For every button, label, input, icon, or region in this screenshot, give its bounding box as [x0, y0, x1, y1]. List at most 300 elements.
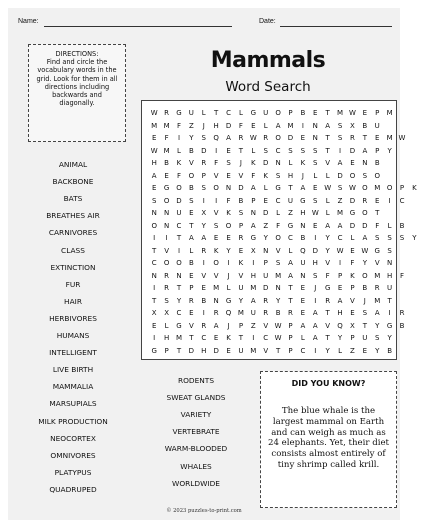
grid-letter[interactable]: S	[189, 196, 194, 205]
grid-letter[interactable]: I	[314, 234, 317, 242]
grid-letter[interactable]: V	[325, 159, 331, 167]
grid-letter[interactable]: U	[188, 109, 194, 117]
grid-letter[interactable]: A	[325, 121, 331, 130]
grid-letter[interactable]: E	[350, 309, 355, 317]
grid-letter[interactable]: B	[399, 321, 405, 330]
grid-letter[interactable]: V	[325, 259, 331, 267]
grid-letter[interactable]: S	[362, 309, 368, 317]
grid-letter[interactable]: A	[312, 309, 318, 317]
grid-letter[interactable]: K	[213, 246, 219, 255]
grid-letter[interactable]: H	[312, 259, 318, 267]
grid-letter[interactable]: T	[152, 246, 157, 255]
grid-letter[interactable]: A	[151, 171, 157, 180]
grid-letter[interactable]: Q	[225, 309, 232, 317]
grid-letter[interactable]: B	[300, 109, 306, 117]
grid-letter[interactable]: F	[164, 134, 169, 142]
grid-letter[interactable]: J	[239, 159, 242, 167]
grid-letter[interactable]: I	[301, 121, 304, 130]
grid-letter[interactable]: Y	[337, 334, 343, 342]
grid-letter[interactable]: V	[350, 296, 355, 305]
grid-letter[interactable]: P	[251, 196, 256, 205]
grid-letter[interactable]: F	[276, 221, 281, 230]
grid-letter[interactable]: Z	[188, 121, 194, 130]
grid-letter[interactable]: I	[153, 284, 156, 292]
grid-letter[interactable]: M	[337, 209, 344, 217]
grid-letter[interactable]: L	[338, 346, 342, 355]
grid-letter[interactable]: K	[263, 171, 268, 180]
grid-letter[interactable]: H	[213, 121, 219, 130]
grid-letter[interactable]: V	[213, 271, 219, 280]
grid-letter[interactable]: G	[275, 184, 281, 192]
grid-letter[interactable]: V	[188, 321, 194, 330]
grid-letter[interactable]: S	[300, 146, 306, 155]
grid-letter[interactable]: L	[325, 171, 330, 180]
grid-letter[interactable]: T	[325, 134, 330, 142]
grid-letter[interactable]: T	[325, 109, 330, 117]
grid-letter[interactable]: T	[325, 146, 330, 155]
grid-letter[interactable]: R	[213, 309, 219, 317]
grid-letter[interactable]: T	[288, 284, 293, 292]
grid-letter[interactable]: B	[201, 296, 207, 305]
grid-letter[interactable]: M	[287, 121, 294, 130]
grid-letter[interactable]: G	[250, 109, 257, 117]
grid-letter[interactable]: D	[263, 209, 269, 217]
grid-letter[interactable]: H	[151, 159, 157, 167]
grid-letter[interactable]: B	[399, 221, 405, 230]
grid-letter[interactable]: U	[362, 334, 368, 342]
grid-letter[interactable]: T	[362, 134, 367, 142]
grid-letter[interactable]: U	[300, 259, 306, 267]
grid-letter[interactable]: C	[226, 109, 231, 117]
grid-letter[interactable]: E	[300, 296, 306, 305]
grid-letter[interactable]: A	[337, 159, 343, 167]
grid-letter[interactable]: S	[337, 121, 343, 130]
grid-letter[interactable]: L	[226, 284, 231, 292]
grid-letter[interactable]: N	[163, 221, 170, 230]
grid-letter[interactable]: S	[263, 146, 268, 155]
grid-letter[interactable]: E	[350, 159, 355, 167]
grid-letter[interactable]: S	[201, 134, 206, 142]
grid-letter[interactable]: A	[312, 321, 318, 330]
grid-letter[interactable]: B	[362, 284, 368, 292]
grid-letter[interactable]: V	[213, 209, 219, 217]
grid-letter[interactable]: V	[275, 246, 281, 255]
grid-letter[interactable]: S	[375, 234, 380, 242]
grid-letter[interactable]: P	[263, 259, 268, 267]
grid-letter[interactable]: R	[325, 296, 331, 305]
grid-letter[interactable]: V	[374, 259, 380, 267]
grid-letter[interactable]: S	[238, 209, 244, 217]
grid-letter[interactable]: U	[263, 109, 269, 117]
grid-letter[interactable]: F	[176, 171, 181, 180]
grid-letter[interactable]: O	[275, 109, 281, 117]
grid-letter[interactable]: P	[189, 284, 194, 292]
grid-letter[interactable]: P	[288, 321, 293, 330]
grid-letter[interactable]: R	[238, 134, 244, 142]
grid-letter[interactable]: V	[263, 321, 269, 330]
grid-letter[interactable]: Z	[350, 346, 355, 355]
grid-letter[interactable]: N	[151, 209, 157, 217]
grid-letter[interactable]: W	[324, 184, 332, 192]
grid-letter[interactable]: M	[374, 296, 381, 305]
grid-letter[interactable]: N	[275, 284, 281, 292]
grid-letter[interactable]: L	[251, 146, 256, 155]
grid-letter[interactable]: I	[227, 259, 230, 267]
grid-letter[interactable]: O	[349, 171, 356, 180]
grid-letter[interactable]: R	[188, 296, 194, 305]
grid-letter[interactable]: L	[177, 146, 181, 155]
grid-letter[interactable]: P	[375, 109, 380, 117]
grid-letter[interactable]: Z	[250, 321, 256, 330]
grid-letter[interactable]: N	[250, 209, 256, 217]
grid-letter[interactable]: B	[387, 346, 393, 355]
grid-letter[interactable]: J	[301, 171, 304, 180]
grid-letter[interactable]: B	[362, 121, 368, 130]
grid-letter[interactable]: Y	[189, 134, 194, 142]
grid-letter[interactable]: Z	[337, 196, 343, 205]
grid-letter[interactable]: K	[226, 334, 231, 342]
grid-letter[interactable]: X	[151, 309, 157, 317]
grid-letter[interactable]: P	[201, 171, 206, 180]
grid-letter[interactable]: R	[201, 321, 207, 330]
grid-letter[interactable]: E	[189, 271, 194, 280]
grid-letter[interactable]: U	[176, 209, 182, 217]
grid-letter[interactable]: M	[337, 109, 344, 117]
grid-letter[interactable]: O	[275, 134, 281, 142]
grid-letter[interactable]: U	[250, 309, 256, 317]
grid-letter[interactable]: A	[288, 259, 293, 267]
grid-letter[interactable]: R	[399, 309, 405, 317]
grid-letter[interactable]: I	[215, 196, 218, 205]
grid-letter[interactable]: M	[386, 134, 393, 142]
grid-letter[interactable]: P	[350, 284, 355, 292]
grid-letter[interactable]: Y	[275, 296, 281, 305]
grid-letter[interactable]: Y	[238, 296, 244, 305]
grid-letter[interactable]: A	[288, 271, 293, 280]
grid-letter[interactable]: E	[300, 309, 306, 317]
grid-letter[interactable]: P	[288, 346, 293, 355]
grid-letter[interactable]: E	[151, 184, 157, 192]
grid-letter[interactable]: E	[226, 346, 231, 355]
grid-letter[interactable]: A	[362, 234, 368, 242]
grid-letter[interactable]: V	[263, 346, 269, 355]
grid-letter[interactable]: J	[227, 271, 230, 280]
grid-letter[interactable]: V	[238, 271, 244, 280]
grid-letter[interactable]: G	[287, 221, 294, 230]
grid-letter[interactable]: G	[225, 296, 232, 305]
grid-letter[interactable]: C	[275, 146, 281, 155]
grid-letter[interactable]: H	[337, 309, 343, 317]
grid-letter[interactable]: D	[176, 196, 182, 205]
grid-letter[interactable]: T	[238, 146, 244, 155]
grid-letter[interactable]: A	[300, 321, 306, 330]
grid-letter[interactable]: K	[251, 159, 256, 167]
grid-letter[interactable]: A	[188, 234, 194, 242]
grid-letter[interactable]: T	[288, 184, 293, 192]
grid-letter[interactable]: J	[202, 121, 205, 130]
grid-letter[interactable]: C	[201, 334, 207, 342]
grid-letter[interactable]: S	[151, 196, 157, 205]
grid-letter[interactable]: L	[325, 209, 330, 217]
grid-letter[interactable]: S	[226, 159, 231, 167]
grid-letter[interactable]: C	[337, 234, 343, 242]
grid-letter[interactable]: Q	[337, 321, 343, 330]
grid-letter[interactable]: O	[163, 196, 170, 205]
grid-letter[interactable]: L	[189, 246, 194, 255]
grid-letter[interactable]: W	[274, 321, 282, 330]
grid-letter[interactable]: H	[386, 271, 393, 280]
grid-letter[interactable]: B	[374, 159, 380, 167]
grid-letter[interactable]: S	[387, 234, 392, 242]
grid-letter[interactable]: L	[238, 109, 243, 117]
grid-letter[interactable]: T	[325, 334, 330, 342]
grid-letter[interactable]: E	[151, 134, 157, 142]
grid-letter[interactable]: D	[201, 146, 207, 155]
grid-letter[interactable]: K	[238, 259, 244, 267]
grid-letter[interactable]: W	[348, 109, 356, 117]
grid-letter[interactable]: F	[251, 171, 256, 180]
grid-letter[interactable]: F	[375, 221, 380, 230]
grid-letter[interactable]: B	[188, 146, 194, 155]
grid-letter[interactable]: W	[150, 146, 158, 155]
grid-letter[interactable]: K	[350, 271, 355, 280]
grid-letter[interactable]: S	[275, 171, 281, 180]
grid-letter[interactable]: Y	[412, 234, 417, 242]
grid-letter[interactable]: E	[226, 146, 231, 155]
grid-letter[interactable]: M	[151, 121, 158, 130]
grid-letter[interactable]: O	[213, 259, 219, 267]
grid-letter[interactable]: G	[176, 109, 182, 117]
grid-letter[interactable]: N	[163, 209, 170, 217]
grid-letter[interactable]: O	[176, 184, 182, 192]
grid-letter[interactable]: A	[337, 296, 343, 305]
grid-letter[interactable]: N	[386, 259, 393, 267]
grid-letter[interactable]: T	[176, 284, 182, 292]
grid-letter[interactable]: O	[362, 209, 368, 217]
grid-letter[interactable]: L	[325, 196, 330, 205]
grid-letter[interactable]: V	[188, 159, 194, 167]
grid-letter[interactable]: R	[164, 271, 170, 280]
grid-letter[interactable]: E	[189, 309, 194, 317]
grid-letter[interactable]: N	[300, 271, 306, 280]
grid-letter[interactable]: E	[362, 346, 368, 355]
grid-letter[interactable]: Y	[362, 259, 367, 267]
grid-letter[interactable]: I	[202, 309, 205, 317]
grid-letter[interactable]: S	[313, 146, 318, 155]
grid-letter[interactable]: S	[288, 146, 293, 155]
grid-letter[interactable]: Y	[325, 246, 330, 255]
grid-letter[interactable]: P	[337, 271, 343, 280]
grid-letter[interactable]: M	[250, 284, 257, 292]
grid-letter[interactable]: C	[176, 221, 182, 230]
grid-letter[interactable]: Y	[375, 321, 380, 330]
grid-letter[interactable]: D	[349, 221, 356, 230]
grid-letter[interactable]: E	[164, 171, 169, 180]
grid-letter[interactable]: C	[176, 309, 182, 317]
grid-letter[interactable]: O	[225, 221, 232, 230]
grid-letter[interactable]: W	[336, 246, 344, 255]
grid-letter[interactable]: K	[226, 209, 231, 217]
grid-letter[interactable]: L	[288, 159, 293, 167]
grid-letter[interactable]: Z	[288, 209, 293, 217]
grid-letter[interactable]: S	[399, 234, 405, 242]
grid-letter[interactable]: L	[201, 109, 206, 117]
grid-letter[interactable]: C	[151, 259, 157, 267]
grid-letter[interactable]: I	[388, 309, 391, 317]
grid-letter[interactable]: E	[213, 234, 219, 242]
grid-letter[interactable]: L	[387, 221, 392, 230]
grid-letter[interactable]: N	[275, 159, 281, 167]
grid-letter[interactable]: S	[313, 159, 318, 167]
grid-letter[interactable]: N	[362, 159, 368, 167]
grid-letter[interactable]: T	[275, 346, 281, 355]
grid-letter[interactable]: J	[314, 284, 317, 292]
grid-letter[interactable]: D	[349, 196, 356, 205]
grid-letter[interactable]: T	[176, 346, 182, 355]
grid-letter[interactable]: E	[313, 109, 318, 117]
grid-letter[interactable]: Q	[213, 134, 219, 142]
grid-letter[interactable]: N	[151, 271, 157, 280]
grid-letter[interactable]: N	[225, 184, 232, 192]
grid-letter[interactable]: O	[213, 184, 219, 192]
grid-letter[interactable]: L	[288, 246, 293, 255]
grid-letter[interactable]: T	[238, 334, 244, 342]
grid-letter[interactable]: L	[350, 234, 355, 242]
grid-letter[interactable]: R	[362, 196, 368, 205]
grid-letter[interactable]: W	[361, 246, 369, 255]
grid-letter[interactable]: F	[325, 271, 330, 280]
grid-letter[interactable]: E	[238, 246, 244, 255]
grid-letter[interactable]: B	[275, 309, 281, 317]
grid-letter[interactable]: Z	[263, 221, 269, 230]
grid-letter[interactable]: O	[176, 259, 182, 267]
grid-letter[interactable]: I	[339, 146, 342, 155]
grid-letter[interactable]: P	[375, 146, 380, 155]
grid-letter[interactable]: S	[337, 134, 343, 142]
grid-letter[interactable]: B	[238, 196, 244, 205]
grid-letter[interactable]: E	[189, 209, 194, 217]
grid-letter[interactable]: L	[313, 171, 318, 180]
grid-letter[interactable]: W	[348, 184, 356, 192]
grid-letter[interactable]: Y	[325, 234, 330, 242]
grid-letter[interactable]: T	[152, 296, 157, 305]
grid-letter[interactable]: G	[349, 209, 356, 217]
grid-letter[interactable]: X	[350, 321, 355, 330]
grid-letter[interactable]: M	[374, 184, 381, 192]
grid-letter[interactable]: E	[151, 321, 157, 330]
grid-letter[interactable]: E	[263, 196, 268, 205]
grid-letter[interactable]: F	[214, 159, 219, 167]
grid-letter[interactable]: N	[213, 296, 219, 305]
grid-letter[interactable]: D	[263, 159, 269, 167]
grid-letter[interactable]: D	[312, 246, 318, 255]
grid-letter[interactable]: N	[263, 246, 269, 255]
grid-letter[interactable]: W	[398, 134, 406, 142]
grid-letter[interactable]: E	[375, 134, 380, 142]
grid-letter[interactable]: D	[238, 184, 244, 192]
grid-letter[interactable]: A	[226, 134, 231, 142]
grid-letter[interactable]: G	[163, 184, 170, 192]
grid-letter[interactable]: O	[275, 234, 281, 242]
grid-letter[interactable]: T	[325, 309, 330, 317]
grid-letter[interactable]: V	[164, 246, 169, 255]
grid-letter[interactable]: S	[337, 184, 343, 192]
grid-letter[interactable]: L	[263, 184, 268, 192]
grid-letter[interactable]: R	[263, 134, 269, 142]
grid-letter[interactable]: P	[288, 109, 293, 117]
grid-letter[interactable]: F	[350, 259, 355, 267]
grid-letter[interactable]: I	[215, 146, 218, 155]
grid-letter[interactable]: W	[249, 134, 257, 142]
grid-letter[interactable]: W	[274, 334, 282, 342]
grid-letter[interactable]: B	[300, 234, 306, 242]
grid-letter[interactable]: N	[300, 221, 306, 230]
grid-letter[interactable]: O	[362, 184, 368, 192]
grid-letter[interactable]: Y	[325, 346, 330, 355]
grid-letter[interactable]: D	[349, 146, 356, 155]
grid-letter[interactable]: E	[313, 221, 318, 230]
grid-letter[interactable]: Y	[387, 146, 392, 155]
grid-letter[interactable]: A	[250, 184, 256, 192]
grid-letter[interactable]: N	[176, 271, 182, 280]
grid-letter[interactable]: D	[362, 221, 368, 230]
grid-letter[interactable]: H	[250, 271, 256, 280]
grid-letter[interactable]: I	[202, 196, 205, 205]
grid-letter[interactable]: H	[300, 209, 306, 217]
grid-letter[interactable]: H	[287, 171, 294, 180]
grid-letter[interactable]: T	[214, 109, 219, 117]
grid-letter[interactable]: I	[153, 334, 156, 342]
grid-letter[interactable]: R	[263, 309, 269, 317]
grid-letter[interactable]: R	[201, 159, 207, 167]
grid-letter[interactable]: C	[263, 334, 269, 342]
grid-letter[interactable]: Y	[201, 221, 206, 230]
grid-letter[interactable]: E	[251, 121, 256, 130]
grid-letter[interactable]: B	[188, 259, 194, 267]
grid-letter[interactable]: P	[238, 321, 244, 330]
grid-letter[interactable]: H	[201, 346, 207, 355]
grid-letter[interactable]: A	[201, 234, 207, 242]
grid-letter[interactable]: I	[165, 234, 168, 242]
grid-letter[interactable]: A	[312, 334, 318, 342]
grid-letter[interactable]: X	[164, 309, 169, 317]
grid-letter[interactable]: D	[287, 134, 294, 142]
grid-letter[interactable]: S	[313, 271, 318, 280]
grid-letter[interactable]: E	[201, 284, 206, 292]
grid-letter[interactable]: R	[164, 109, 170, 117]
grid-letter[interactable]: T	[375, 209, 380, 217]
grid-letter[interactable]: O	[374, 171, 380, 180]
grid-letter[interactable]: F	[399, 271, 405, 280]
grid-letter[interactable]: R	[263, 296, 269, 305]
grid-letter[interactable]: S	[164, 296, 169, 305]
grid-letter[interactable]: Y	[375, 346, 380, 355]
grid-letter[interactable]: F	[238, 121, 243, 130]
grid-letter[interactable]: E	[362, 109, 368, 117]
grid-letter[interactable]: O	[188, 171, 195, 180]
grid-letter[interactable]: S	[275, 259, 281, 267]
grid-letter[interactable]: T	[362, 321, 367, 330]
grid-letter[interactable]: R	[201, 246, 207, 255]
grid-letter[interactable]: X	[350, 121, 355, 130]
grid-letter[interactable]: I	[252, 334, 255, 342]
grid-letter[interactable]: M	[237, 309, 244, 317]
grid-letter[interactable]: I	[202, 259, 205, 267]
grid-letter[interactable]: L	[164, 321, 169, 330]
grid-letter[interactable]: M	[386, 109, 393, 117]
grid-letter[interactable]: U	[387, 284, 393, 292]
grid-letter[interactable]: M	[250, 346, 257, 355]
